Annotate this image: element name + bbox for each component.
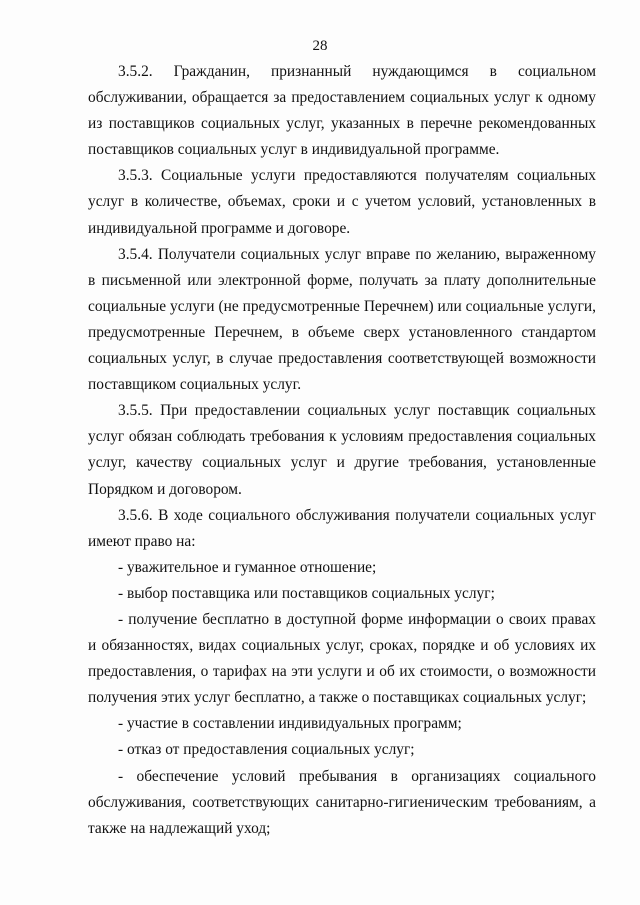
list-item-conditions: - обеспечение условий пребывания в организациях социального обслуживания, соответствующих санитарно-гигиеническим требованиям, а также на надлежащий уход; (88, 767, 596, 837)
paragraph-3-5-3: 3.5.3. Социальные услуги предоставляются получателям социальных услуг в количестве, объемах, сроки и с учетом условий, установленных в индивидуальной программе и договоре. (88, 167, 596, 237)
paragraph-3-5-5: 3.5.5. При предоставлении социальных услуг поставщик социальных услуг обязан соблюдать требования к условиям предоставления социальных услуг, качеству социальных услуг и другие требования, установленные Порядком и договором. (88, 402, 596, 498)
list-item-program-participation: - участие в составлении индивидуальных программ; (118, 715, 462, 733)
paragraph-3-5-2: 3.5.2. Гражданин, признанный нуждающимся в социальном обслуживании, обращается за предоставлением социальных услуг к одному из поставщиков социальных услуг, указанных в перечне рекомендованных поставщиков социальных услуг в индивидуальной программе. (88, 63, 596, 159)
document-body (88, 59, 596, 842)
list-item-information: - получение бесплатно в доступной форме информации о своих правах и обязанностях, видах социальных услуг, сроках, порядке и об условиях их предоставления, о тарифах на эти услуги и об их стоимости, о возможности получения этих услуг бесплатно, а также о поставщиках социальных услуг; (88, 610, 596, 707)
list-item-provider-choice: - выбор поставщика или поставщиков социальных услуг; (118, 584, 495, 602)
paragraph-3-5-4: 3.5.4. Получатели социальных услуг вправе по желанию, выраженному в письменной или электронной форме, получать за плату дополнительные социальные услуги (не предусмотренные Перечнем) или социальные услуги, предусмотренные Перечнем, в объеме сверх установленного стандартом социальных услуг, в случае предоставления соответствующей возможности поставщиком социальных услуг. (88, 245, 596, 394)
page-number: 28 (312, 38, 328, 54)
list-item-refusal: - отказ от предоставления социальных услуг; (118, 741, 415, 759)
paragraph-3-5-6: 3.5.6. В ходе социального обслуживания получатели социальных услуг имеют право на: (88, 506, 596, 550)
list-item-respect: - уважительное и гуманное отношение; (118, 558, 377, 576)
